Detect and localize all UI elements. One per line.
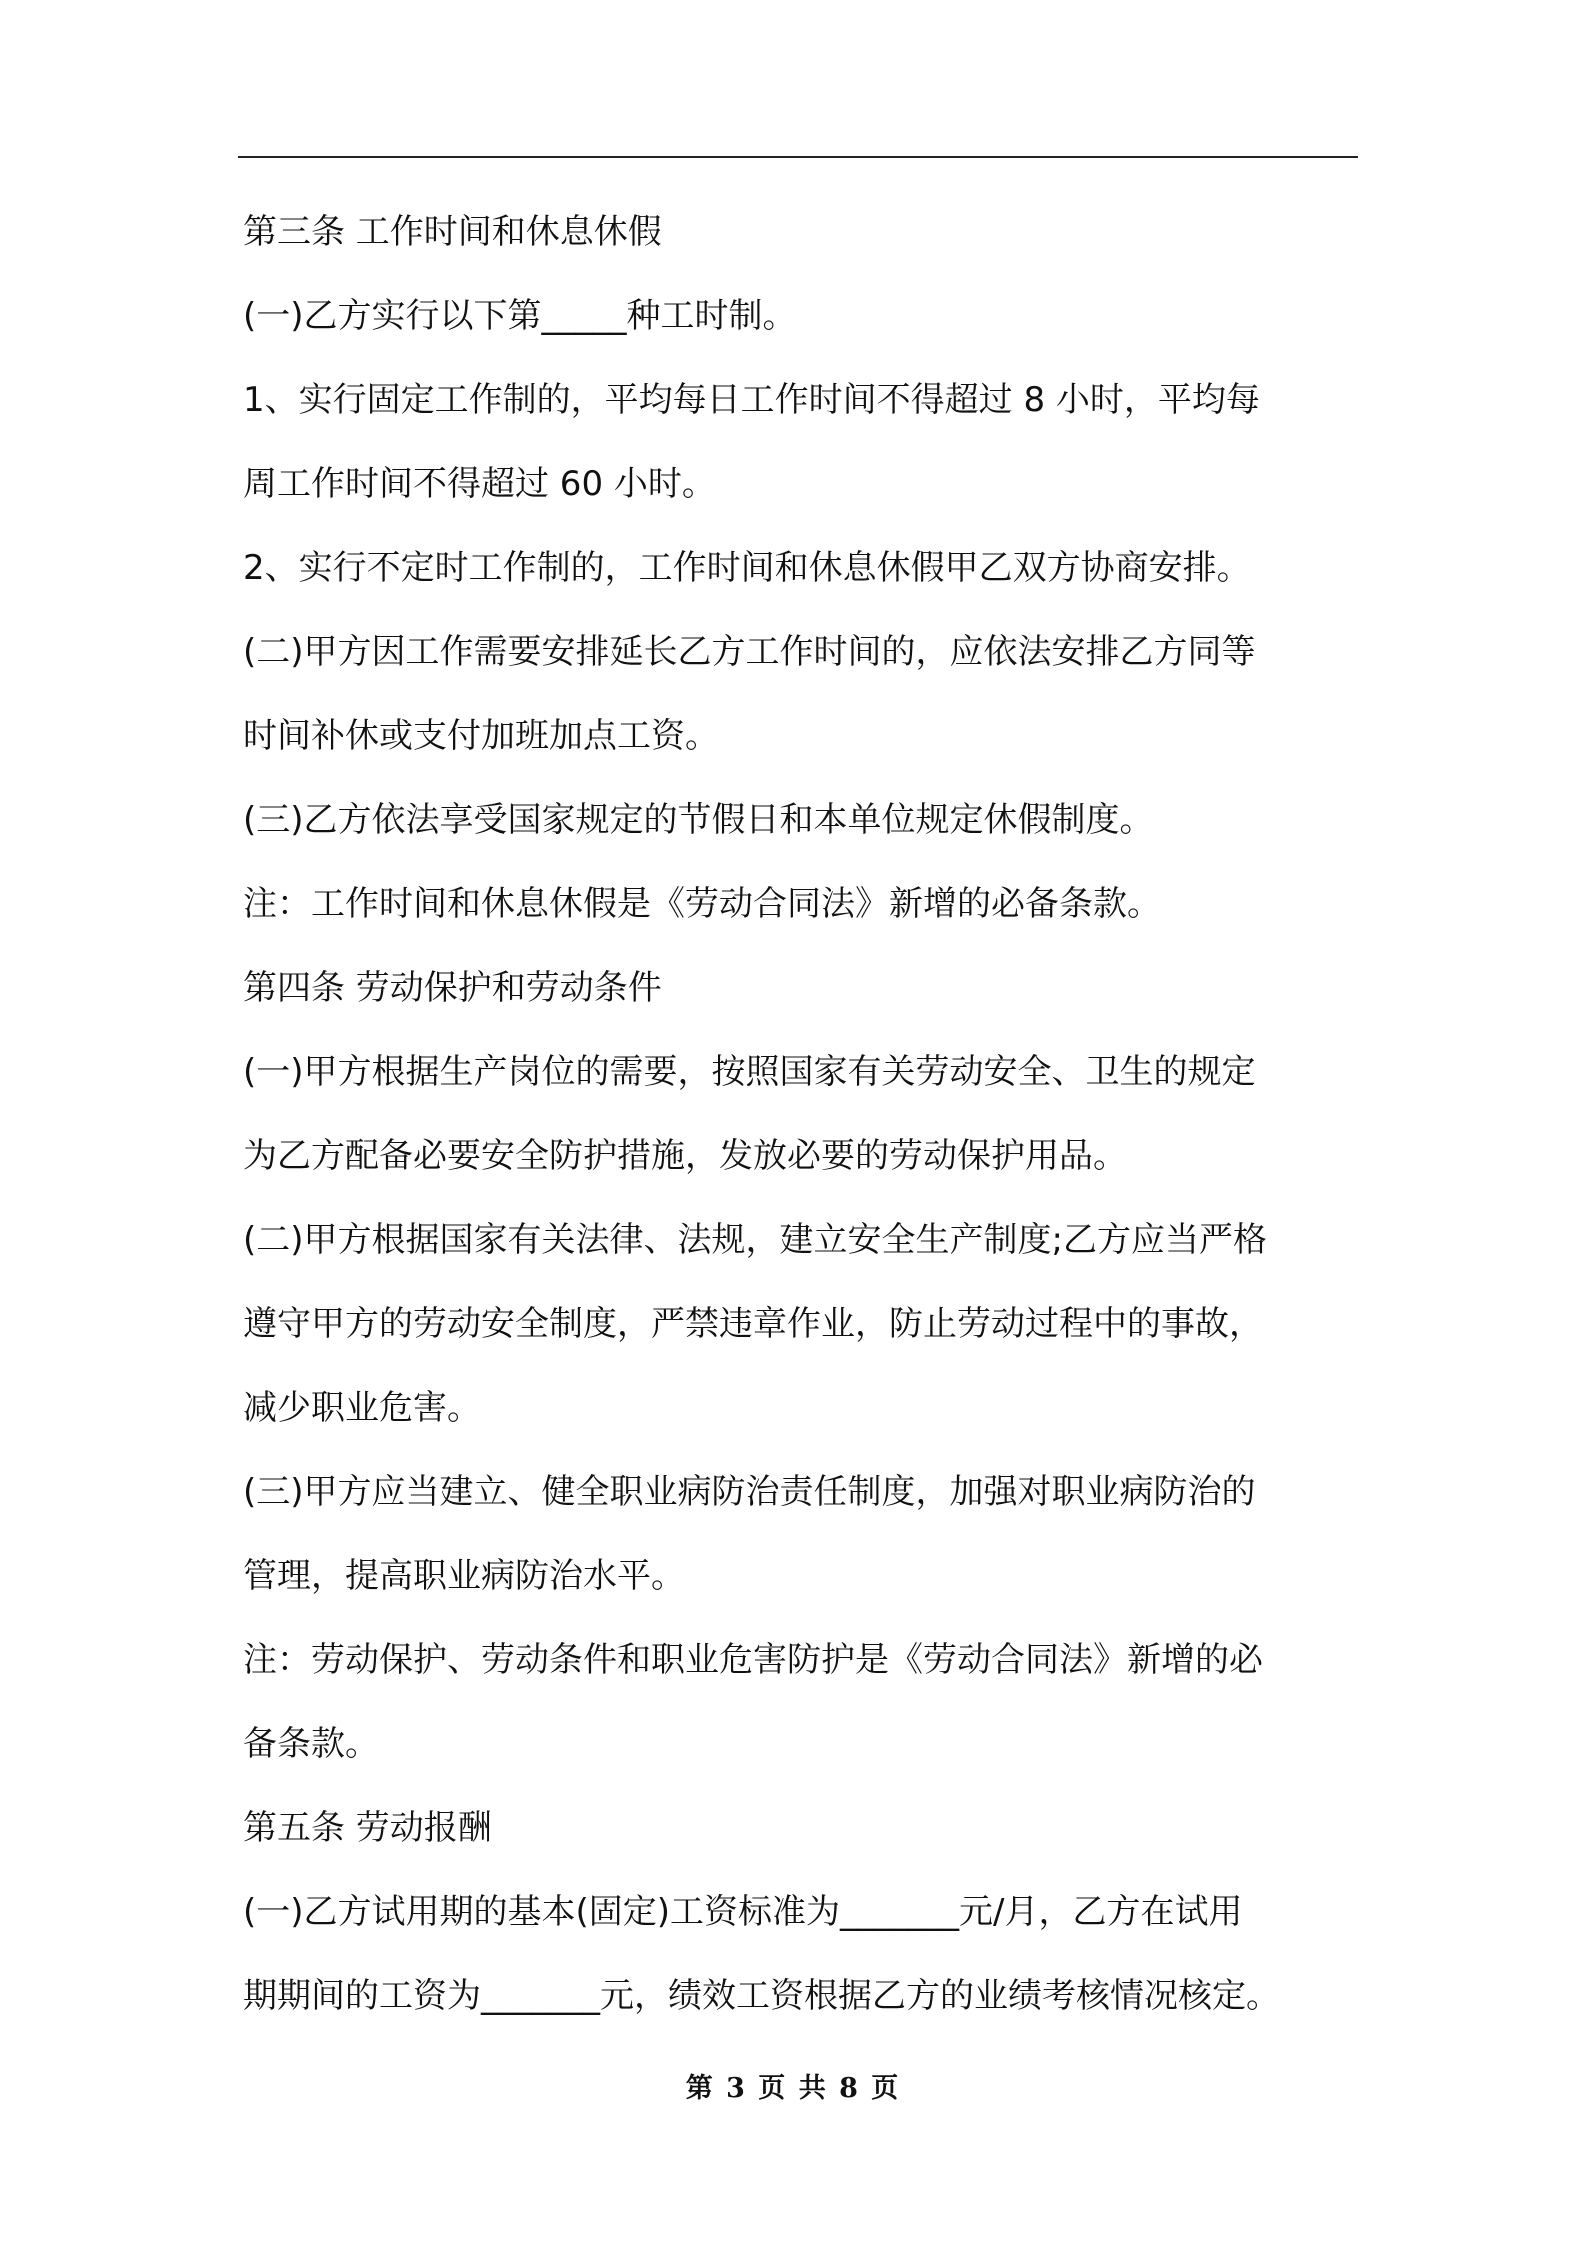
page-number: 第 3 页 共 8 页	[685, 2073, 901, 2104]
document-body	[243, 190, 1368, 2038]
article-5-heading: 第五条 劳动报酬	[243, 1808, 492, 1848]
paragraph-line: (一)甲方根据生产岗位的需要，按照国家有关劳动安全、卫生的规定	[243, 1052, 1256, 1092]
paragraph-line: 1、实行固定工作制的，平均每日工作时间不得超过 8 小时，平均每	[243, 380, 1260, 420]
note-line: 注：工作时间和休息休假是《劳动合同法》新增的必备条款。	[243, 884, 1161, 924]
paragraph-line: 期期间的工资为_______元，绩效工资根据乙方的业绩考核情况核定。	[243, 1976, 1280, 2016]
paragraph-line: (一)乙方试用期的基本(固定)工资标准为_______元/月，乙方在试用	[243, 1892, 1243, 1932]
paragraph-line: (三)甲方应当建立、健全职业病防治责任制度，加强对职业病防治的	[243, 1472, 1256, 1512]
paragraph-line: (二)甲方因工作需要安排延长乙方工作时间的，应依法安排乙方同等	[243, 632, 1256, 672]
paragraph-line: 减少职业危害。	[243, 1388, 481, 1428]
header-rule	[238, 156, 1358, 158]
paragraph-line: (二)甲方根据国家有关法律、法规，建立安全生产制度;乙方应当严格	[243, 1220, 1267, 1260]
note-line: 备条款。	[243, 1724, 379, 1764]
paragraph-line: (一)乙方实行以下第_____种工时制。	[243, 296, 797, 336]
paragraph-line: 时间补休或支付加班加点工资。	[243, 716, 719, 756]
paragraph-line: (三)乙方依法享受国家规定的节假日和本单位规定休假制度。	[243, 800, 1154, 840]
paragraph-line: 为乙方配备必要安全防护措施，发放必要的劳动保护用品。	[243, 1136, 1127, 1176]
article-4-heading: 第四条 劳动保护和劳动条件	[243, 968, 662, 1008]
paragraph-line: 管理，提高职业病防治水平。	[243, 1556, 685, 1596]
article-3-heading: 第三条 工作时间和休息休假	[243, 212, 662, 252]
note-line: 注：劳动保护、劳动条件和职业危害防护是《劳动合同法》新增的必	[243, 1640, 1263, 1680]
paragraph-line: 遵守甲方的劳动安全制度，严禁违章作业，防止劳动过程中的事故，	[243, 1304, 1263, 1344]
paragraph-line: 2、实行不定时工作制的，工作时间和休息休假甲乙双方协商安排。	[243, 548, 1251, 588]
paragraph-line: 周工作时间不得超过 60 小时。	[243, 464, 716, 504]
